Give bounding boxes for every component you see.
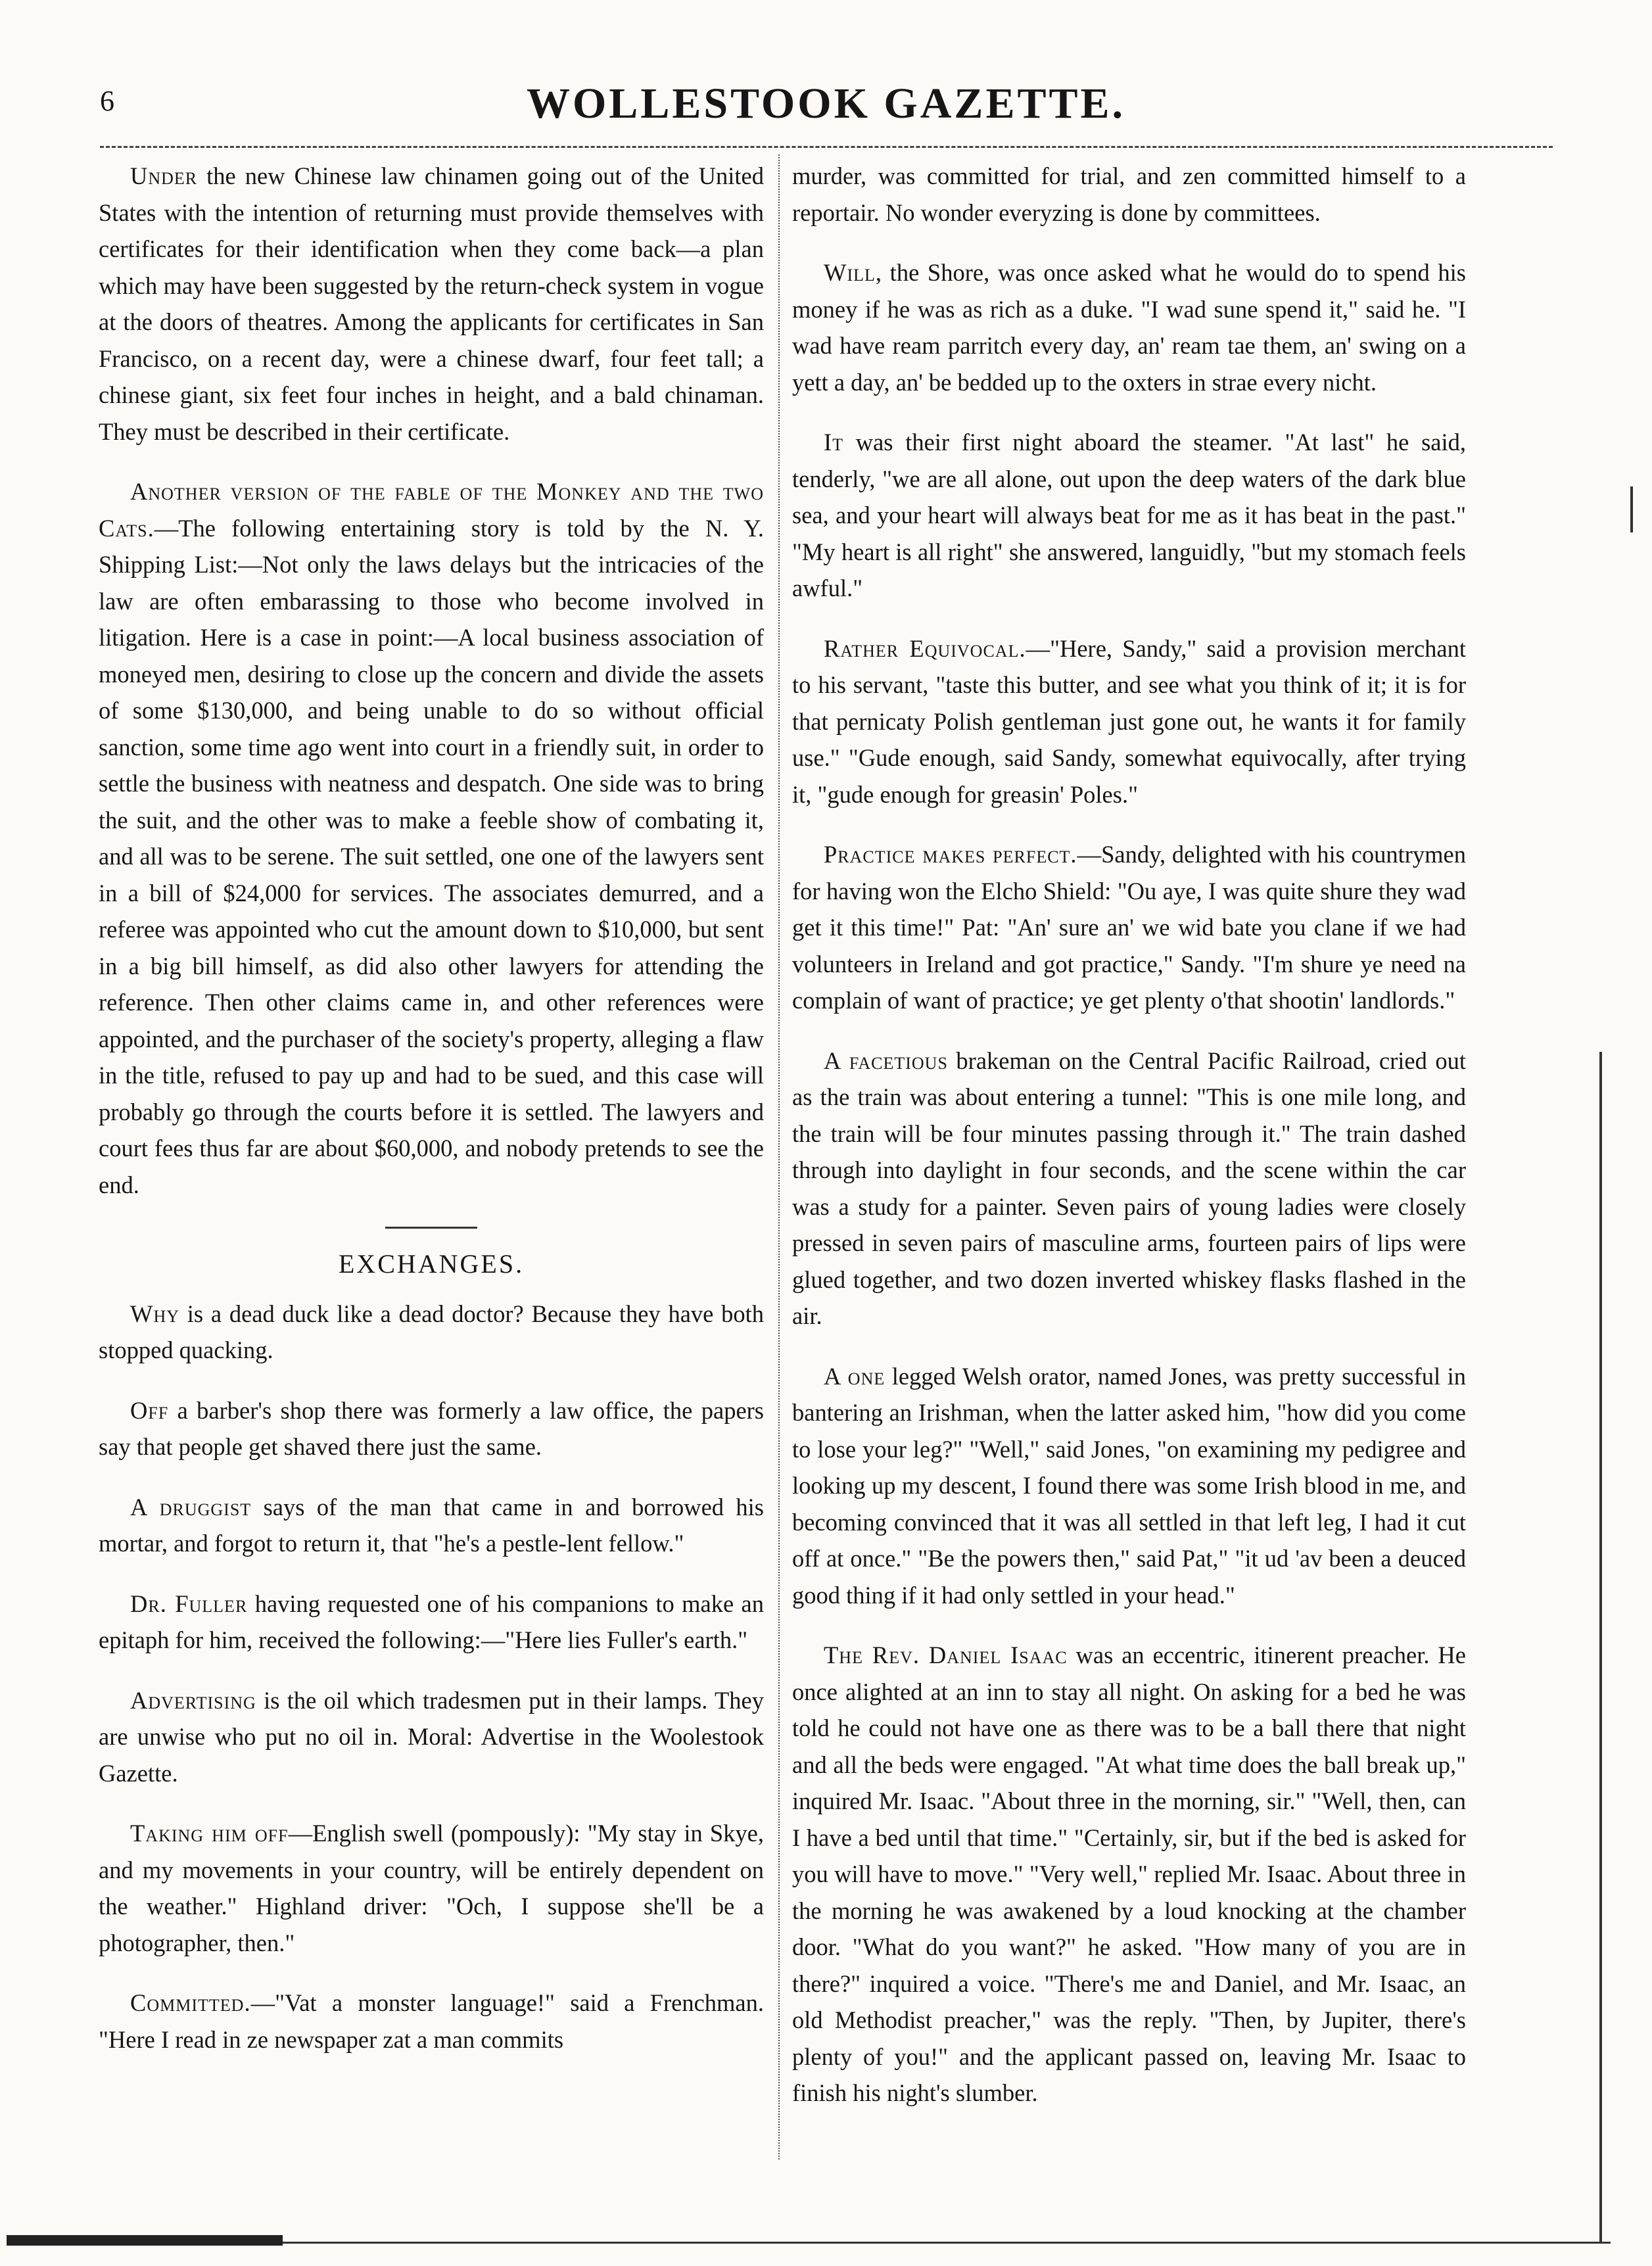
page-edge-line	[1599, 1052, 1602, 2242]
article-monkey-fable: Another version of the fable of the Monkey and the two Cats.—The following entertaining story is told by the N. Y. Shipping List:—Not only the laws delays but the intricacies of the law are often embarassing to those who become involved in litigation. Here is a case in point:—A local business association of moneyed men, desiring to close up the concern and divide the assets of some $130,000, and being unable to do so without official sanction, some time ago went into court in a friendly suit, in order to settle the business with neatness and despatch. One side was to bring the suit, and the other was to make a feeble show of combating it, and all was to be serene. The suit settled, one one of the lawyers sent in a bill of $24,000 for services. The associates demurred, and a referee was appointed who cut the amount down to $10,000, but sent in a big bill himself, as did also other lawyers for attending the reference. Then other claims came in, and other references were appointed, and the purchaser of the society's property, alleging a flaw in the title, refused to pay up and had to be sued, and this case will probably go through the courts before it is settled. The lawyers and court fees thus far are about $60,000, and nobody pretends to see the end.	[99, 478, 764, 1198]
article-chinese-law: Under the new Chinese law chinamen going out of the United States with the intention of returning must provide themselves with certificates for their identification when they come back—a plan which may have been suggested by the return-check system in vogue at the doors of theatres. Among the applicants for certificates in San Francisco, on a recent day, were a chinese dwarf, four feet tall; a chinese giant, six feet four inches in height, and a bald chinaman. They must be described in their certificate.	[99, 162, 764, 445]
article-item: The Rev. Daniel Isaac was an eccentric, itinerent preacher. He once alighted at an inn to stay all night. On asking for a bed he was told he could not have one as there was to be a ball there that night and all the beds were engaged. "At what time does the ball break up," inquired Mr. Isaac. "About three in the morning, sir." "Well, then, can I have a bed until that time." "Certainly, sir, but if the bed is asked for you will have to move." "Very well," replied Mr. Isaac. About three in the morning he was awakened by a loud knocking at the chamber door. "What do you want?" he asked. "How many of you are in there?" inquired a voice. "There's me and Daniel, and Mr. Isaac, an old Methodist preacher," was the reply. "Then, by Jupiter, there's plenty of you!" and the applicant passed on, leaving Mr. Isaac to finish his night's slumber.	[792, 1641, 1466, 2106]
article-item: Practice makes perfect.—Sandy, delighted with his countrymen for having won the Elcho Shield: "Ou aye, I was quite shure they wad get it this time!" Pat: "An' sure an' we wid bate you clane if we had volunteers in Ireland and got practice," Sandy. "I'm shure ye need na complain of want of practice; ye get plenty o'that shootin' landlords."	[792, 841, 1466, 1014]
header-rule	[100, 146, 1553, 148]
article-continuation: murder, was committed for trial, and zen committed himself to a reportair. No wonder everyzing is done by committees.	[792, 162, 1466, 226]
margin-mark	[1630, 486, 1633, 532]
exchange-item: A druggist says of the man that came in and borrowed his mortar, and forgot to return it, that "he's a pestle-lent fellow."	[99, 1493, 764, 1557]
article-item: Rather Equivocal.—"Here, Sandy," said a provision merchant to his servant, "taste this butter, and see what you think of it; it is for that pernicaty Polish gentleman just gone out, he wants it for family use." "Gude enough, said Sandy, somewhat equivocally, after trying it, "gude enough for greasin' Poles."	[792, 634, 1466, 808]
article-item: A facetious brakeman on the Central Pacific Railroad, cried out as the train was about entering a tunnel: "This is one mile long, and the train will be four minutes passing through it." The train dashed through into daylight in four seconds, and the scene within the car was a study for a painter. Seven pairs of young ladies were closely pressed in seven pairs of masculine arms, fourteen pairs of lips were glued together, and two dozen inverted whiskey flasks flashed in the air.	[792, 1047, 1466, 1329]
article-item: A one legged Welsh orator, named Jones, was pretty successful in bantering an Irishman, when the latter asked him, "how did you come to lose your leg?" "Well," said Jones, "on examining my pedigree and looking up my descent, I found there was some Irish blood in me, and becoming convinced that it was all settled in that left leg, I had it cut off at once." "Be the powers then," said Pat," "it ud 'av been a deuced good thing if it had only settled in your head."	[792, 1362, 1466, 1609]
exchange-item: Dr. Fuller having requested one of his companions to make an epitaph for him, received the following:—"Here lies Fuller's earth."	[99, 1590, 765, 1653]
exchange-item: Taking him off—English swell (pompously): "My stay in Skye, and my movements in your country, will be entirely dependent on the weather." Highland driver: "Och, I suppose she'll be a photographer, then."	[99, 1820, 764, 1956]
section-rule	[385, 1227, 477, 1229]
exchange-item: Off a barber's shop there was formerly a law office, the papers say that people get shaved there just the same.	[99, 1396, 764, 1460]
exchange-item: Committed.—"Vat a monster language!" said a Frenchman. "Here I read in ze newspaper zat a man commits	[99, 1989, 764, 2053]
article-item: It was their first night aboard the steamer. "At last" he said, tenderly, "we are all alone, out upon the deep waters of the dark blue sea, and your heart will always beat for me as it has beat in the past." "My heart is all right" she answered, languidly, "but my stomach feels awful."	[792, 429, 1466, 602]
masthead-title: WOLLESTOOK GAZETTE.	[526, 80, 1126, 128]
column-divider	[778, 154, 780, 2160]
section-title-exchanges: EXCHANGES.	[338, 1249, 525, 1279]
bottom-rule	[283, 2242, 1611, 2244]
right-column	[792, 158, 1466, 2135]
exchange-item: Advertising is the oil which tradesmen put in their lamps. They are unwise who put no oil in. Moral: Advertise in the Woolestook Gazette.	[99, 1686, 764, 1787]
article-item: Will, the Shore, was once asked what he would do to spend his money if he was as rich as a duke. "I wad sune spend it," said he. "I wad have ream parritch every day, an' ream tae them, an' swing on a yett a day, an' be bedded up to the oxters in strae every nicht.	[792, 259, 1466, 396]
left-column	[99, 158, 764, 2081]
page-number: 6	[100, 85, 114, 117]
bottom-bar	[7, 2235, 283, 2246]
exchange-item: Why is a dead duck like a dead doctor? Because they have both stopped quacking.	[99, 1300, 764, 1363]
